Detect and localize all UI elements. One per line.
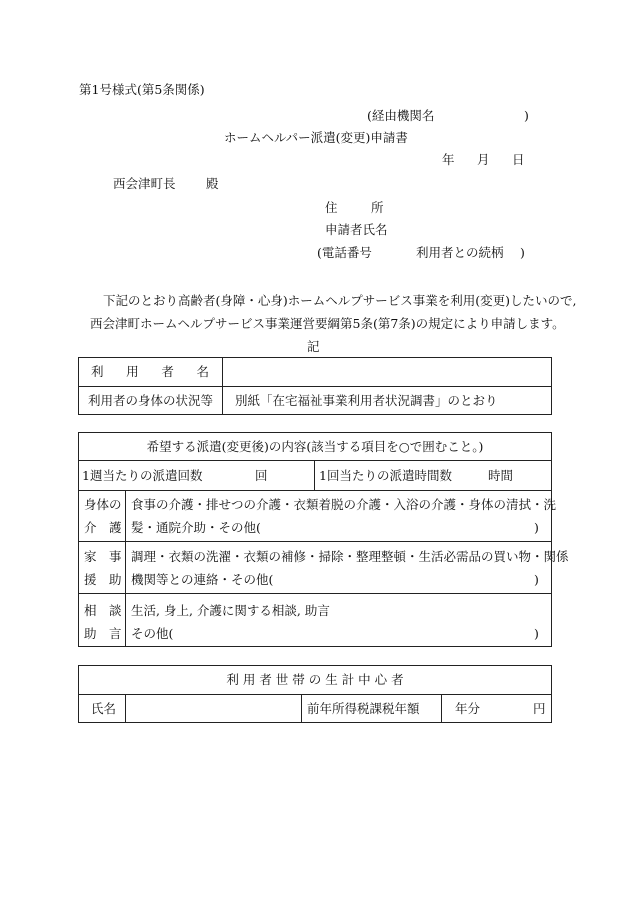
housework-label-1: 家 事: [84, 549, 122, 564]
address-label-a: 住: [325, 200, 338, 215]
column-divider: [301, 694, 302, 722]
column-divider: [125, 490, 126, 646]
weekly-count-label: 1週当たりの派遣回数: [82, 468, 203, 483]
consultation-options-line2[interactable]: その他(: [131, 626, 174, 641]
relationship-label: 利用者との続柄: [416, 245, 504, 260]
housework-close: ): [534, 572, 539, 587]
per-visit-hours-unit: 時間: [488, 468, 514, 483]
applicant-name-label: 申請者氏名: [325, 222, 388, 237]
date-year: 年: [442, 152, 455, 167]
user-name-field[interactable]: [223, 364, 551, 380]
document-title: ホームヘルパー派遣(変更)申請書: [224, 130, 408, 145]
date-day: 日: [512, 152, 525, 167]
consultation-label-1: 相 談: [84, 603, 122, 618]
row-divider: [79, 593, 551, 594]
per-visit-hours-label: 1回当たりの派遣時間数: [319, 468, 452, 483]
physical-care-label-1: 身体の: [84, 497, 122, 512]
form-number: 第1号様式(第5条関係): [79, 82, 205, 97]
dispatch-content-header: 希望する派遣(変更後)の内容(該当する項目を○で囲むこと。): [146, 439, 484, 454]
row-divider: [79, 541, 551, 542]
physical-care-close: ): [534, 520, 539, 535]
via-agency-close: ): [524, 108, 529, 123]
row-divider: [79, 386, 551, 387]
ki-marker: 記: [307, 339, 320, 354]
physical-condition-label: 利用者の身体の状況等: [88, 393, 214, 408]
physical-condition-value: 別紙「在宅福祉事業利用者状況調書」のとおり: [235, 393, 498, 408]
dispatch-content-table: [78, 432, 569, 647]
household-name-label: 氏名: [91, 701, 117, 716]
body-paragraph-line2: 西会津町ホームヘルプサービス事業運営要綱第5条(第7条)の規定により申請します。: [90, 316, 565, 331]
honorific: 殿: [206, 176, 219, 191]
row-divider: [79, 490, 551, 491]
consultation-close: ): [534, 626, 539, 641]
via-agency-open: (経由機関名: [367, 108, 435, 123]
phone-close: ): [520, 245, 525, 260]
physical-care-label-2: 介 護: [84, 520, 122, 535]
physical-care-options-line2[interactable]: 髪・通院介助・その他(: [131, 520, 261, 535]
addressee: 西会津町長: [113, 176, 176, 191]
yen-label: 円: [533, 701, 546, 716]
housework-options-line2[interactable]: 機関等との連絡・その他(: [131, 572, 274, 587]
household-name-field[interactable]: [126, 698, 300, 718]
phone-label: (電話番号: [317, 245, 372, 260]
physical-care-options-line1[interactable]: 食事の介護・排せつの介護・衣類着脱の介護・入浴の介護・身体の清拭・洗: [131, 497, 557, 512]
row-divider: [79, 460, 551, 461]
consultation-options-line1[interactable]: 生活, 身上, 介護に関する相談, 助言: [131, 603, 330, 618]
household-head-table: [78, 665, 552, 723]
user-info-table: [78, 357, 552, 415]
household-head-header: 利 用 者 世 帯 の 生 計 中 心 者: [226, 672, 404, 687]
year-label: 年分: [455, 701, 481, 716]
consultation-label-2: 助 言: [84, 626, 122, 641]
income-tax-label: 前年所得税課税年額: [307, 701, 420, 716]
housework-options-line1[interactable]: 調理・衣類の洗濯・衣類の補修・掃除・整理整頓・生活必需品の買い物・関係: [131, 549, 569, 564]
body-paragraph-line1: 下記のとおり高齢者(身障・心身)ホームヘルプサービス事業を利用(変更)したいので,: [103, 293, 577, 308]
weekly-count-unit: 回: [255, 468, 268, 483]
column-divider: [314, 460, 315, 490]
housework-label-2: 援 助: [84, 572, 122, 587]
date-month: 月: [477, 152, 490, 167]
column-divider: [441, 694, 442, 722]
row-divider: [79, 694, 551, 695]
address-label-b: 所: [371, 200, 384, 215]
user-name-label: 利 用 者 名: [91, 364, 209, 379]
